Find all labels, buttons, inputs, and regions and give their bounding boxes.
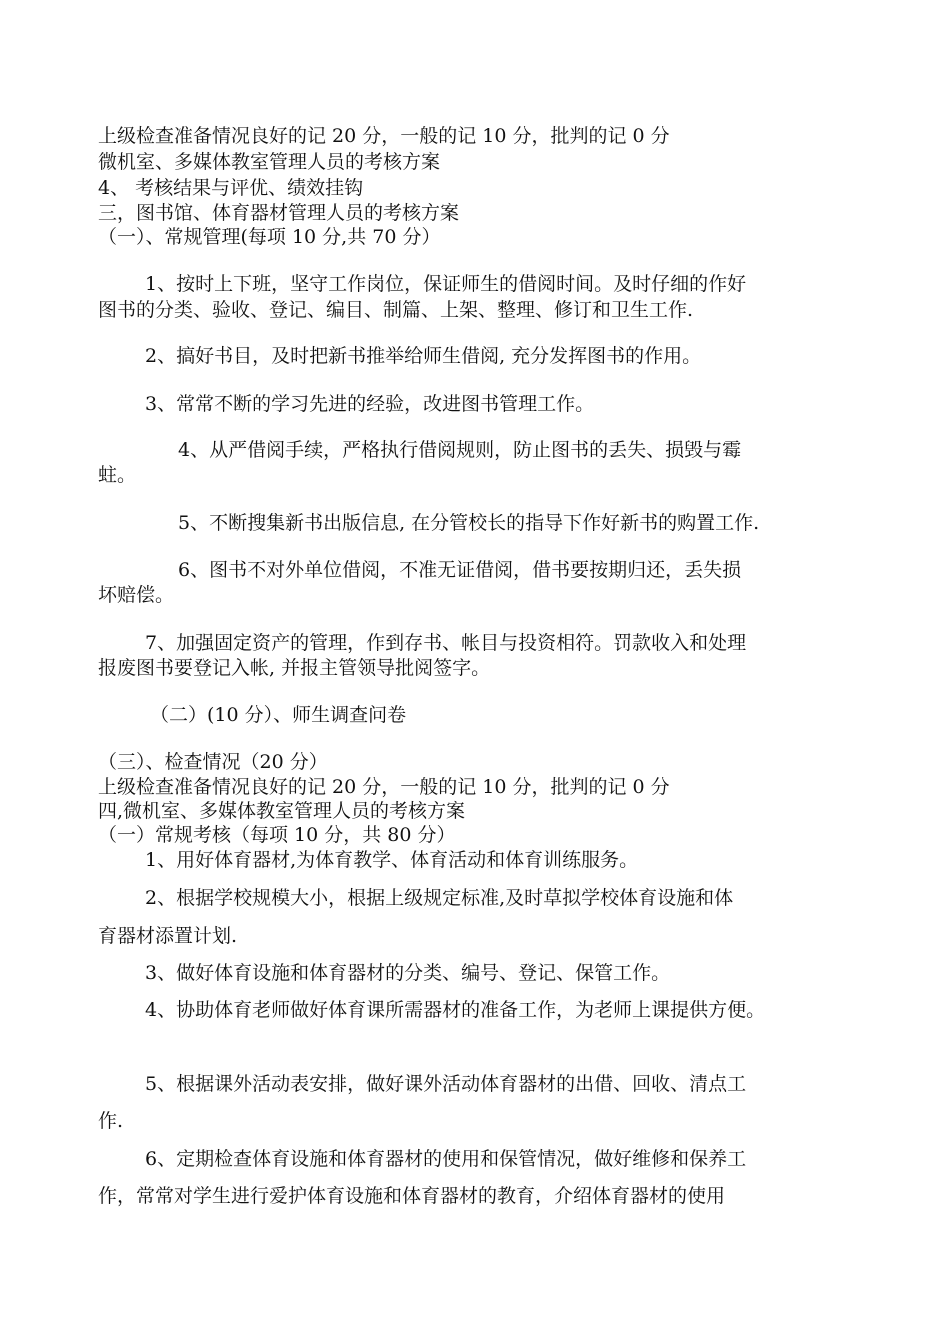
text-line: 4、从严借阅手续，严格执行借阅规则，防止图书的丢失、损毁与霉: [178, 439, 742, 461]
text-line: 2、根据学校规模大小，根据上级规定标准,及时草拟学校体育设施和体: [145, 887, 734, 909]
text-line: 图书的分类、验收、登记、编目、制篇、上架、整理、修订和卫生工作.: [98, 299, 694, 321]
text-line: 作.: [98, 1110, 124, 1132]
text-line: 2、搞好书目，及时把新书推举给师生借阅, 充分发挥图书的作用。: [145, 345, 702, 367]
text-line: 作，常常对学生进行爱护体育设施和体育器材的教育，介绍体育器材的使用: [98, 1185, 726, 1207]
section-heading: 三，图书馆、体育器材管理人员的考核方案: [98, 202, 460, 224]
subsection-heading: （一）、常规管理(每项 10 分,共 70 分）: [98, 226, 441, 248]
text-line: 1、按时上下班，坚守工作岗位，保证师生的借阅时间。及时仔细的作好: [145, 273, 747, 295]
subsection-heading: （三）、检查情况（20 分）: [98, 751, 328, 773]
text-line: 报废图书要登记入帐, 并报主管领导批阅签字。: [98, 657, 491, 679]
text-line: 育器材添置计划.: [98, 925, 238, 947]
text-line: 上级检查准备情况良好的记 20 分，一般的记 10 分，批判的记 0 分: [98, 125, 670, 147]
text-line: 蛀。: [98, 464, 137, 486]
text-line: 4、协助体育老师做好体育课所需器材的准备工作，为老师上课提供方便。: [145, 999, 766, 1021]
text-line: 3、常常不断的学习先进的经验，改进图书管理工作。: [145, 393, 595, 415]
text-line: 5、根据课外活动表安排，做好课外活动体育器材的出借、回收、清点工: [145, 1073, 747, 1095]
text-line: 1、用好体育器材,为体育教学、体育活动和体育训练服务。: [145, 849, 639, 871]
text-line: 3、做好体育设施和体育器材的分类、编号、登记、保管工作。: [145, 962, 671, 984]
subsection-heading: （一）常规考核（每项 10 分，共 80 分）: [98, 824, 456, 846]
text-line: 6、定期检查体育设施和体育器材的使用和保管情况，做好维修和保养工: [145, 1148, 747, 1170]
text-line: 坏赔偿。: [98, 584, 175, 606]
text-line: 4、 考核结果与评优、绩效挂钩: [98, 177, 364, 199]
text-line: 5、不断搜集新书出版信息, 在分管校长的指导下作好新书的购置工作.: [178, 512, 760, 534]
text-line: 6、图书不对外单位借阅，不准无证借阅，借书要按期归还，丢失损: [178, 559, 742, 581]
text-line: 上级检查准备情况良好的记 20 分，一般的记 10 分，批判的记 0 分: [98, 776, 670, 798]
text-line: 微机室、多媒体教室管理人员的考核方案: [98, 151, 441, 173]
section-heading: 四,微机室、多媒体教室管理人员的考核方案: [98, 800, 466, 822]
text-line: 7、加强固定资产的管理，作到存书、帐目与投资相符。罚款收入和处理: [145, 632, 747, 654]
subsection-heading: （二）(10 分）、师生调查问卷: [150, 704, 407, 726]
